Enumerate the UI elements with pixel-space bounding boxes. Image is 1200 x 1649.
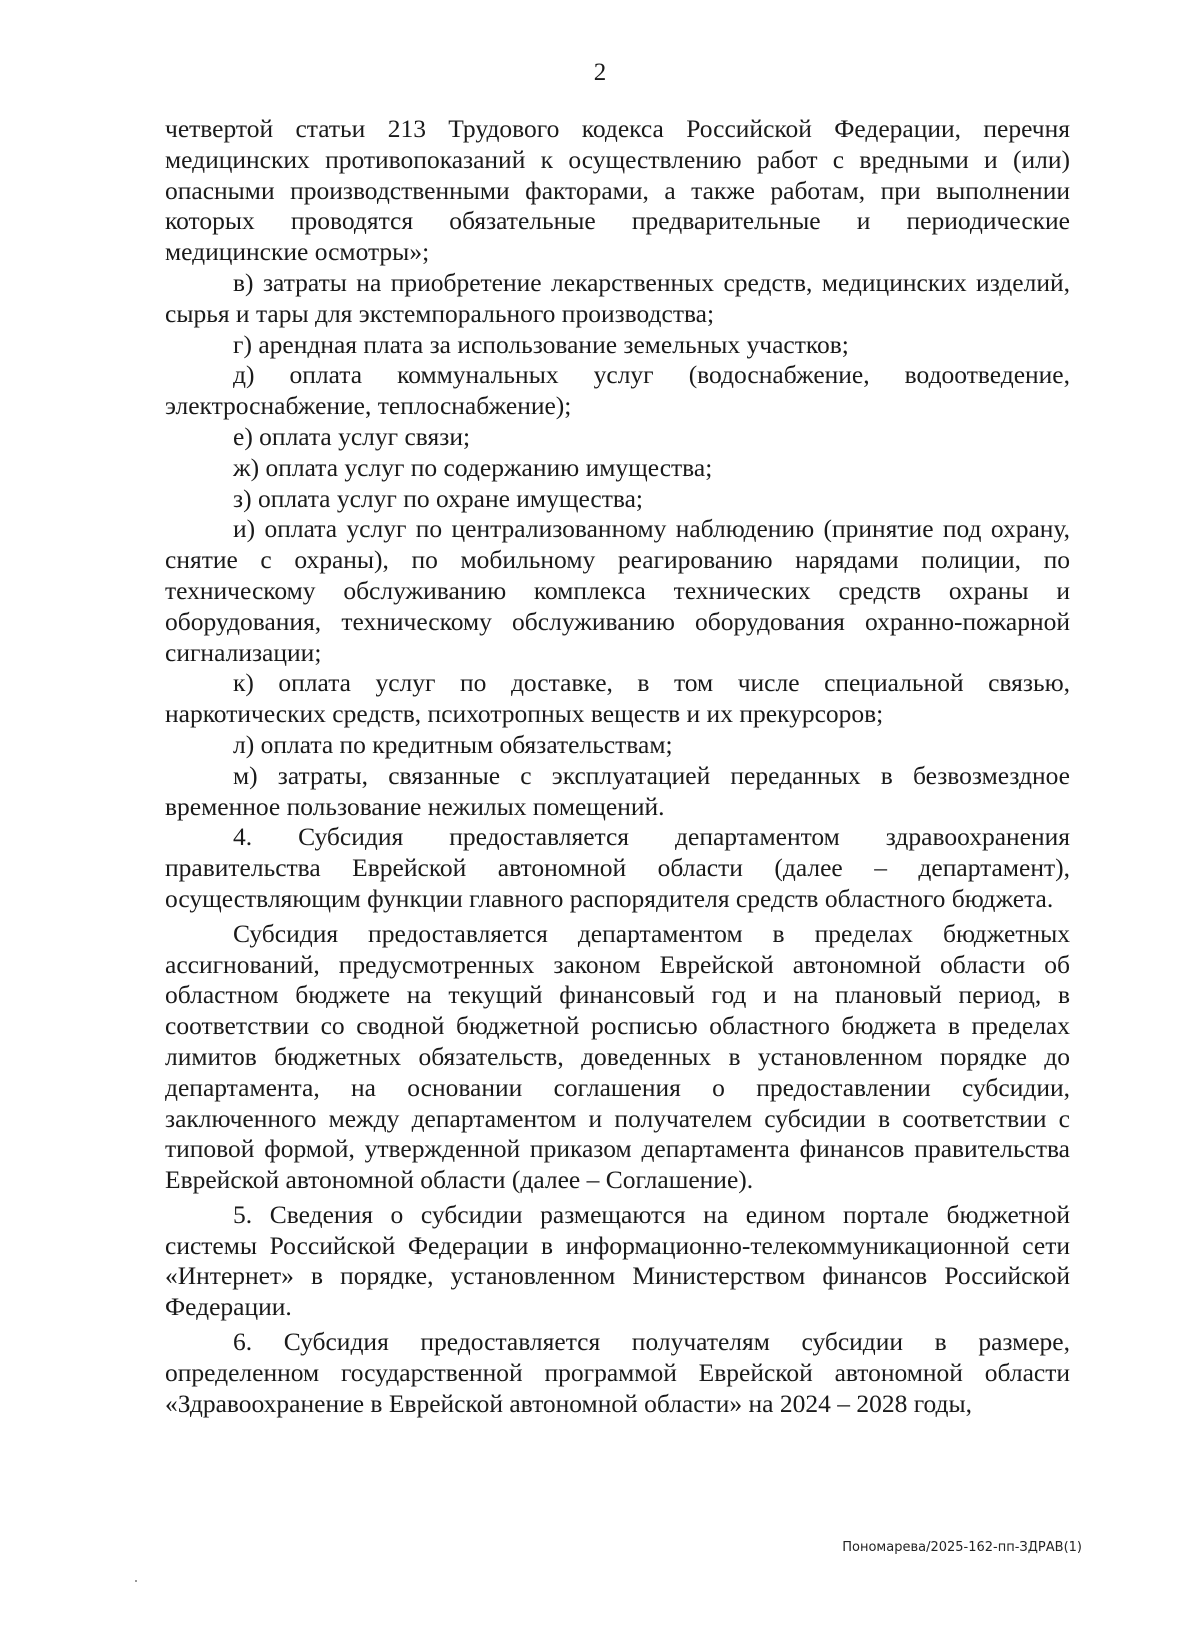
list-item-e: е) оплата услуг связи; (233, 421, 471, 451)
list-item-v: в) затраты на приобретение лекарственных средств, медицинских изделий, сырья и тары для экстемпорального производства; (165, 267, 1070, 328)
list-item-m: м) затраты, связанные с эксплуатацией переданных в безвозмездное временное пользование нежилых помещений. (165, 760, 1070, 821)
list-item-g: г) арендная плата за использование земельных участков; (233, 329, 849, 359)
list-item-zh: ж) оплата услуг по содержанию имущества; (233, 452, 713, 482)
list-item-k: к) оплата услуг по доставке, в том числе специальной связью, наркотических средств, психотропных веществ и их прекурсоров; (165, 668, 1070, 729)
document-reference-footer: Пономарева/2025-162-пп-ЗДРАВ(1) (842, 1540, 1082, 1555)
document-body (165, 114, 1070, 1419)
paragraph-continuation: четвертой статьи 213 Трудового кодекса Российской Федерации, перечня медицинских противопоказаний к осуществлению работ с вредными и (или) опасными производственными факторами, а также работам, при выполнении которых проводятся обязательные предварительные и периодические медицинские осмотры»; (165, 114, 1070, 267)
list-item-z: з) оплата услуг по охране имущества; (233, 483, 643, 513)
clause-4-continuation: Субсидия предоставляется департаментом в пределах бюджетных ассигнований, предусмотренных законом Еврейской автономной области об областном бюджете на текущий финансовый год и на плановый период, в соответствии со сводной бюджетной росписью областного бюджета в пределах лимитов бюджетных обязательств, доведенных в установленном порядке до департамента, на основании соглашения о предоставлении субсидии, заключенного между департаментом и получателем субсидии в соответствии с типовой формой, утвержденной приказом департамента финансов правительства Еврейской автономной области (далее – Соглашение). (165, 918, 1070, 1195)
list-item-i: и) оплата услуг по централизованному наблюдению (принятие под охрану, снятие с охраны), по мобильному реагированию нарядами полиции, по техническому обслуживанию комплекса технических средств охраны и оборудования, техническому обслуживанию оборудования охранно-пожарной сигнализации; (165, 514, 1070, 667)
clause-4: 4. Субсидия предоставляется департаментом здравоохранения правительства Еврейской автономной области (далее – департамент), осуществляющим функции главного распорядителя средств областного бюджета. (165, 822, 1070, 913)
list-item-d: д) оплата коммунальных услуг (водоснабжение, водоотведение, электроснабжение, теплоснабжение); (165, 360, 1070, 421)
list-item-l: л) оплата по кредитным обязательствам; (233, 729, 673, 759)
clause-5: 5. Сведения о субсидии размещаются на едином портале бюджетной системы Российской Федерации в информационно-телекоммуникационной сети «Интернет» в порядке, установленном Министерством финансов Российской Федерации. (165, 1199, 1070, 1322)
scan-artifact (135, 1580, 137, 1582)
clause-6: 6. Субсидия предоставляется получателям субсидии в размере, определенном государственной программой Еврейской автономной области «Здравоохранение в Еврейской автономной области» на 2024 – 2028 годы, (165, 1327, 1070, 1418)
page-number: 2 (593, 59, 607, 86)
